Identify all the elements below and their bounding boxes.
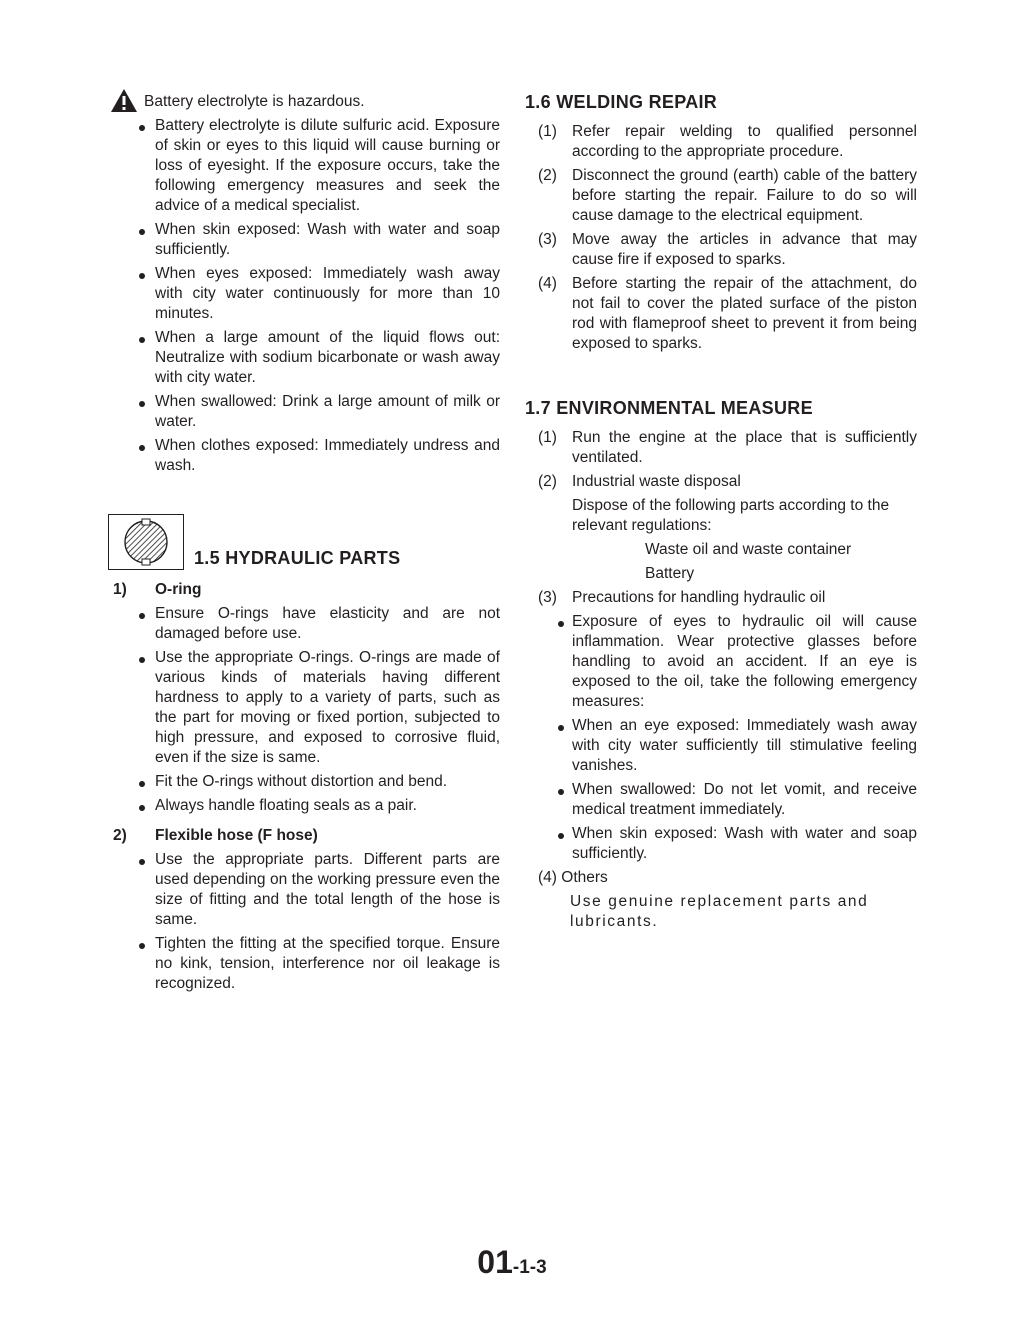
item-text: Industrial waste disposal [572, 473, 741, 490]
left-column [110, 92, 500, 998]
list-item: When a large amount of the liquid flows out: Neutralize with sodium bicarbonate or wash away with city water. [110, 328, 500, 388]
list-item: When an eye exposed: Immediately wash away with city water sufficiently till stimulative feeling vanishes. [525, 716, 917, 776]
item-number: (2) [538, 167, 557, 184]
list-item: Ensure O-rings have elasticity and are not damaged before use. [110, 604, 500, 644]
subheading-number: 2) [113, 827, 127, 844]
item-text: Precautions for handling hydraulic oil [572, 589, 826, 606]
subheading-flexible-hose [110, 826, 500, 846]
subheading-oring [110, 580, 500, 600]
page-number-main: 01 [477, 1244, 513, 1280]
warning-text: Battery electrolyte is hazardous. [144, 93, 365, 110]
item-number: (4) [538, 869, 557, 886]
item-number: (1) [538, 429, 557, 446]
page-number [0, 1244, 1024, 1280]
waste-item: Waste oil and waste container [645, 541, 852, 558]
welding-numbered-list [525, 122, 917, 354]
item-number: (4) [538, 275, 557, 292]
list-item: Fit the O-rings without distortion and bend. [110, 772, 500, 792]
battery-bullet-list [110, 116, 500, 476]
list-item [525, 230, 917, 270]
list-item [525, 274, 917, 354]
waste-disposal-description: Dispose of the following parts according to the relevant regulations: [572, 497, 890, 534]
item-text: Move away the articles in advance that may cause fire if exposed to sparks. [572, 231, 917, 268]
environment-numbered-list-cont [525, 588, 917, 608]
item-text: Refer repair welding to qualified personnel according to the appropriate procedure. [572, 123, 917, 160]
item-number: (2) [538, 473, 557, 490]
list-item: When clothes exposed: Immediately undress and wash. [110, 436, 500, 476]
item-text: Before starting the repair of the attachment, do not fail to cover the plated surface of the piston rod with flameproof sheet to prevent it from being exposed to sparks. [572, 275, 917, 352]
list-item [525, 166, 917, 226]
waste-item: Battery [645, 565, 695, 582]
section-title-welding: 1.6 WELDING REPAIR [525, 92, 718, 112]
section-title: 1.5 HYDRAULIC PARTS [194, 548, 401, 568]
list-item [525, 122, 917, 162]
others-item [525, 868, 917, 888]
list-item: When skin exposed: Wash with water and soap sufficiently. [110, 220, 500, 260]
list-item: When swallowed: Do not let vomit, and receive medical treatment immediately. [525, 780, 917, 820]
item-text: Run the engine at the place that is sufficiently ventilated. [572, 429, 917, 466]
list-item: Exposure of eyes to hydraulic oil will cause inflammation. Wear protective glasses before handling to avoid an accident. If an eye is exposed to the oil, take the following emergency measures: [525, 612, 917, 712]
list-item: Always handle floating seals as a pair. [110, 796, 500, 816]
item-text: Disconnect the ground (earth) cable of the battery before starting the repair. Failure to do so will cause damage to the electrical equipment. [572, 167, 917, 224]
hose-bullet-list [110, 850, 500, 994]
section-title-environment: 1.7 ENVIRONMENTAL MEASURE [525, 398, 813, 418]
right-column [525, 92, 917, 936]
subheading-number: 1) [113, 581, 127, 598]
subheading-text: Flexible hose (F hose) [155, 827, 318, 844]
environment-numbered-list [525, 428, 917, 492]
list-item: When skin exposed: Wash with water and soap sufficiently. [525, 824, 917, 864]
hydraulic-seal-icon [108, 514, 184, 570]
item-text: Others [561, 869, 608, 886]
list-item [525, 588, 917, 608]
list-item: Battery electrolyte is dilute sulfuric acid. Exposure of skin or eyes to this liquid will cause burning or loss of eyesight. If the exposure occurs, take the following emergency measures and seek the advice of a medical specialist. [110, 116, 500, 216]
list-item: When swallowed: Drink a large amount of milk or water. [110, 392, 500, 432]
item-number: (3) [538, 589, 557, 606]
subheading-text: O-ring [155, 581, 202, 598]
list-item: When eyes exposed: Immediately wash away with city water continuously for more than 10 minutes. [110, 264, 500, 324]
list-item: Use the appropriate parts. Different parts are used depending on the working pressure even the size of fitting and the total length of the hose is same. [110, 850, 500, 930]
item-number: (1) [538, 123, 557, 140]
list-item: Tighten the fitting at the specified torque. Ensure no kink, tension, interference nor oil leakage is recognized. [110, 934, 500, 994]
list-item: Use the appropriate O-rings. O-rings are made of various kinds of materials having different hardness to apply to a variety of parts, such as the part for moving or fixed portion, subjected to high pressure, and exposed to corrosive fluid, even if the size is same. [110, 648, 500, 768]
hydraulic-section-header [110, 514, 500, 578]
list-item [525, 428, 917, 468]
page-number-sub: -1-3 [512, 1257, 547, 1278]
oring-bullet-list [110, 604, 500, 816]
list-item [525, 472, 917, 492]
hydraulic-oil-bullet-list [525, 612, 917, 864]
others-description: Use genuine replacement parts and lubricants. [570, 893, 869, 930]
battery-warning [110, 92, 500, 116]
item-number: (3) [538, 231, 557, 248]
warning-triangle-icon [110, 88, 138, 113]
